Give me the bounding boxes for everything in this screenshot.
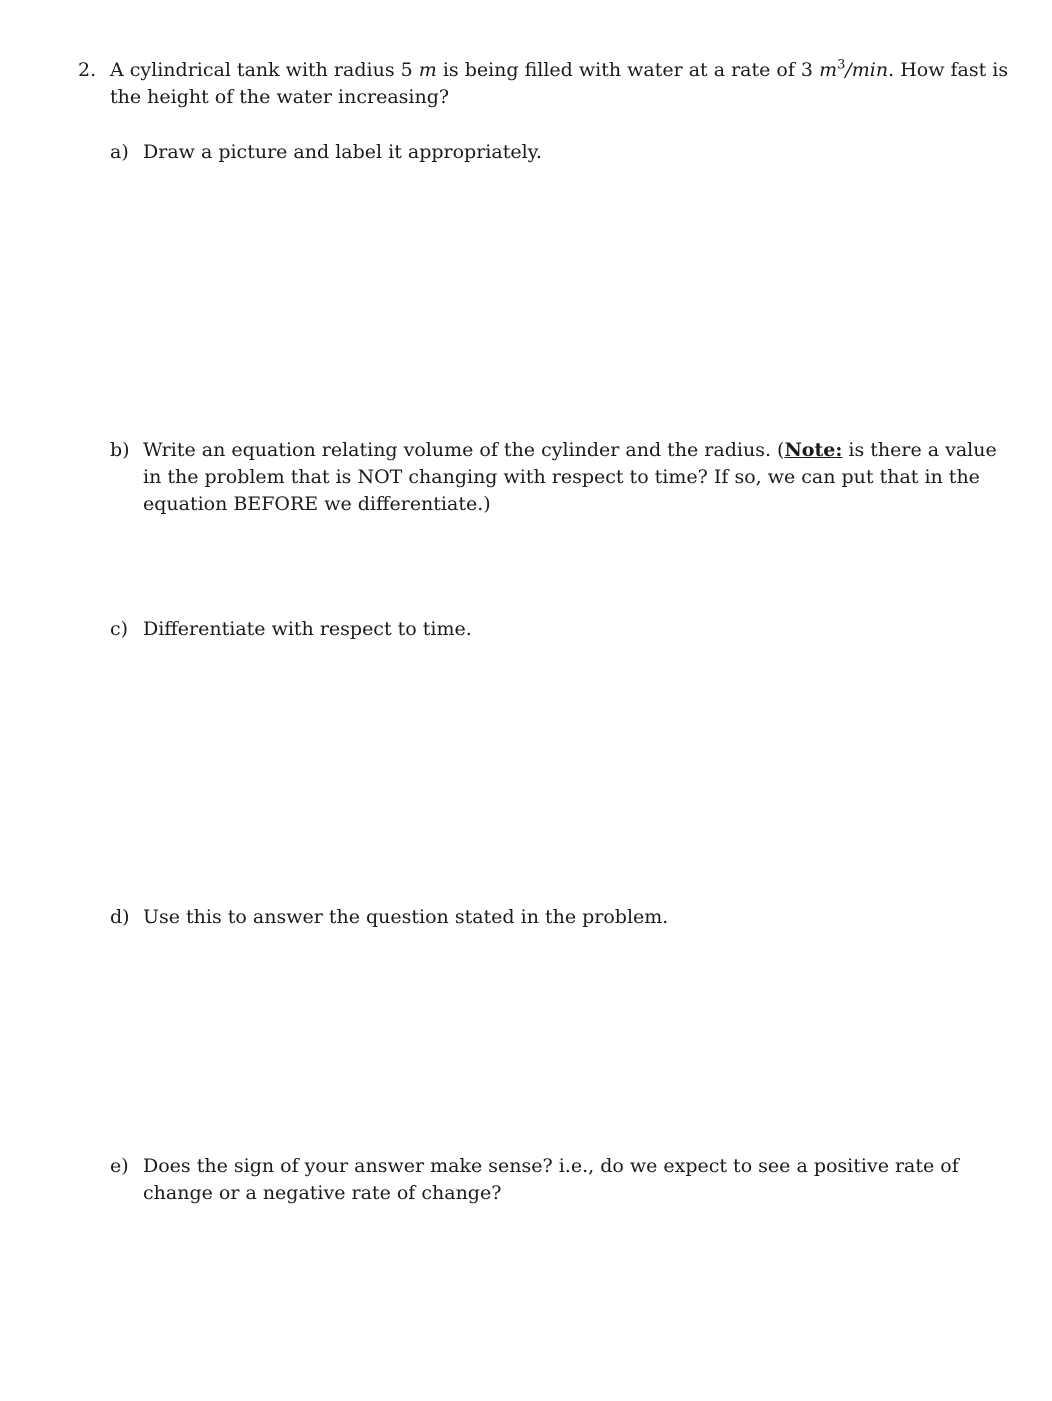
rate-unit-rest: /min <box>845 59 889 81</box>
part-c-label: c) <box>110 618 129 640</box>
part-c-text: Differentiate with respect to time. <box>143 618 472 640</box>
part-b-main-text: Write an equation relating volume of the cylinder and the radius. ( <box>143 439 785 461</box>
question-number: 2. <box>78 59 97 81</box>
part-e-label: e) <box>110 1155 129 1177</box>
part-b-label: b) <box>110 439 130 461</box>
part-a-text: Draw a picture and label it appropriately. <box>143 141 542 163</box>
part-b-text <box>143 437 1013 518</box>
radius-unit: m <box>418 59 437 81</box>
question-text <box>110 57 1010 111</box>
part-e-text: Does the sign of your answer make sense? i.e., do we expect to see a positive rate of change or a negative rate of change? <box>143 1155 959 1204</box>
rate-unit-base: m <box>819 59 838 81</box>
rate-unit-exponent: 3 <box>837 57 846 73</box>
part-d-text: Use this to answer the question stated in the problem. <box>143 906 669 928</box>
question-text-part-2: is being filled with water at a rate of 3 <box>436 59 820 81</box>
part-d-label: d) <box>110 906 130 928</box>
question-text-part-1: A cylindrical tank with radius 5 <box>110 59 419 81</box>
part-b-note-text: is there a value in the problem that is NOT changing with respect to time? If so, we can put that in the equation BEFORE we differentiate.) <box>143 439 997 515</box>
note-label: Note: <box>784 439 843 461</box>
part-a-label: a) <box>110 141 129 163</box>
question-text-part-3: . How fast is the height of the water increasing? <box>110 59 1009 108</box>
